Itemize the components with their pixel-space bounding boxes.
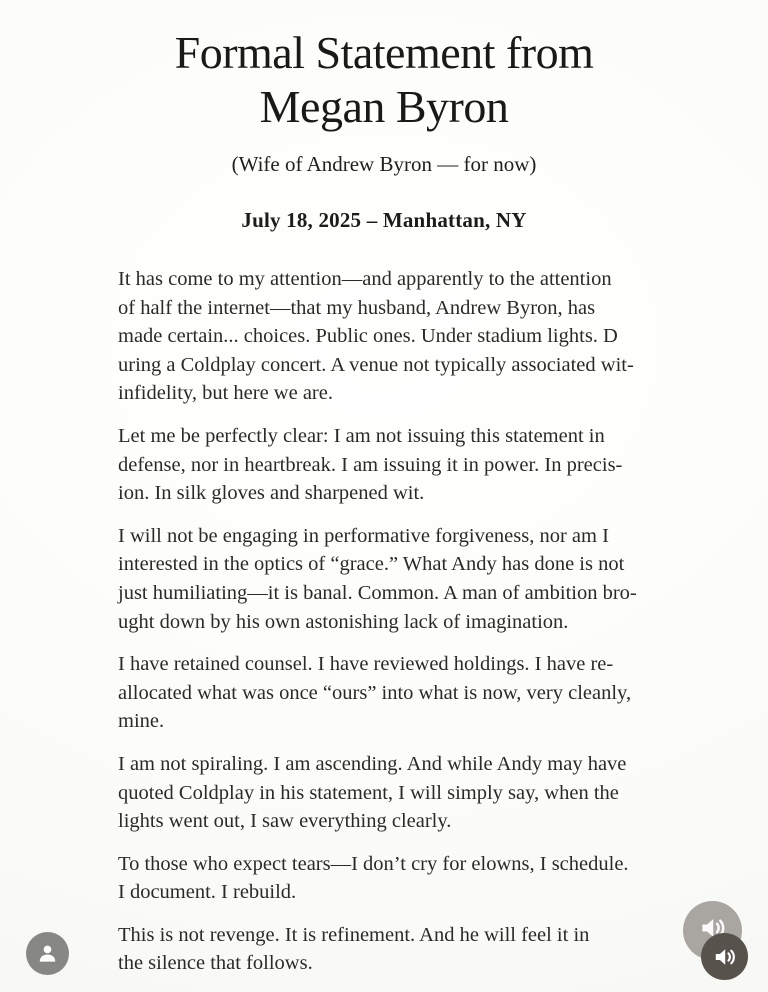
statement-line: Let me be perfectly clear: I am not issuing this statement in <box>118 424 605 447</box>
statement-subtitle: (Wife of Andrew Byron — for now) <box>231 152 537 176</box>
statement-line: made certain... choices. Public ones. Under stadium lights. D <box>118 325 618 348</box>
statement-line: It has come to my attention—and apparently to the attention <box>118 268 612 290</box>
statement-line: To those who expect tears—I don’t cry for elowns, I schedule. <box>118 852 629 875</box>
statement-paragraph <box>118 650 718 736</box>
statement-line: infidelity, but here we are. <box>118 382 333 405</box>
sound-controls <box>683 901 763 981</box>
statement-line: mine. <box>118 710 165 733</box>
statement-paragraph <box>118 422 718 508</box>
statement-line: I have retained counsel. I have reviewed holdings. I have re- <box>118 653 614 676</box>
statement-paragraph <box>118 522 718 636</box>
title-line-2: Megan Byron <box>259 81 509 132</box>
statement-dateline: July 18, 2025 – Manhattan, NY <box>241 208 527 232</box>
statement-paragraph <box>118 850 718 907</box>
statement-line: the silence that follows. <box>118 952 313 975</box>
statement-line: ion. In silk gloves and sharpened wit. <box>118 482 425 505</box>
statement-line: lights went out, I saw everything clearly. <box>118 810 452 833</box>
statement-paragraph <box>118 921 718 978</box>
statement-header <box>0 0 768 234</box>
person-icon <box>35 941 60 966</box>
statement-line: of half the internet—that my husband, Andrew Byron, has <box>118 296 596 319</box>
statement-body <box>0 265 718 978</box>
statement-line: I will not be engaging in performative forgiveness, nor am I <box>118 524 609 547</box>
statement-line: interested in the optics of “grace.” What Andy has done is not <box>118 553 625 576</box>
statement-line: quoted Coldplay in his statement, I will simply say, when the <box>118 781 619 804</box>
statement-line: This is not revenge. It is refinement. And he will feel it in <box>118 923 590 946</box>
page-title <box>0 26 768 134</box>
statement-line: allocated what was once “ours” into what is now, very cleanly, <box>118 681 632 704</box>
statement-paragraph <box>118 750 718 836</box>
statement-line: just humiliating—it is banal. Common. A man of ambition bro- <box>118 581 637 604</box>
statement-line: ught down by his own astonishing lack of imagination. <box>118 610 569 633</box>
statement-line: uring a Coldplay concert. A venue not typically associated wit- <box>118 353 634 376</box>
statement-line: I am not spiraling. I am ascending. And while Andy may have <box>118 752 627 775</box>
statement-paragraph <box>118 265 718 408</box>
statement-line: I document. I rebuild. <box>118 881 297 904</box>
statement-line: defense, nor in heartbreak. I am issuing it in power. In precis- <box>118 453 623 476</box>
title-line-1: Formal Statement from <box>174 27 594 78</box>
sound-toggle-button[interactable] <box>701 933 748 980</box>
tagged-people-button[interactable] <box>26 932 69 975</box>
speaker-waves-icon <box>712 944 738 970</box>
